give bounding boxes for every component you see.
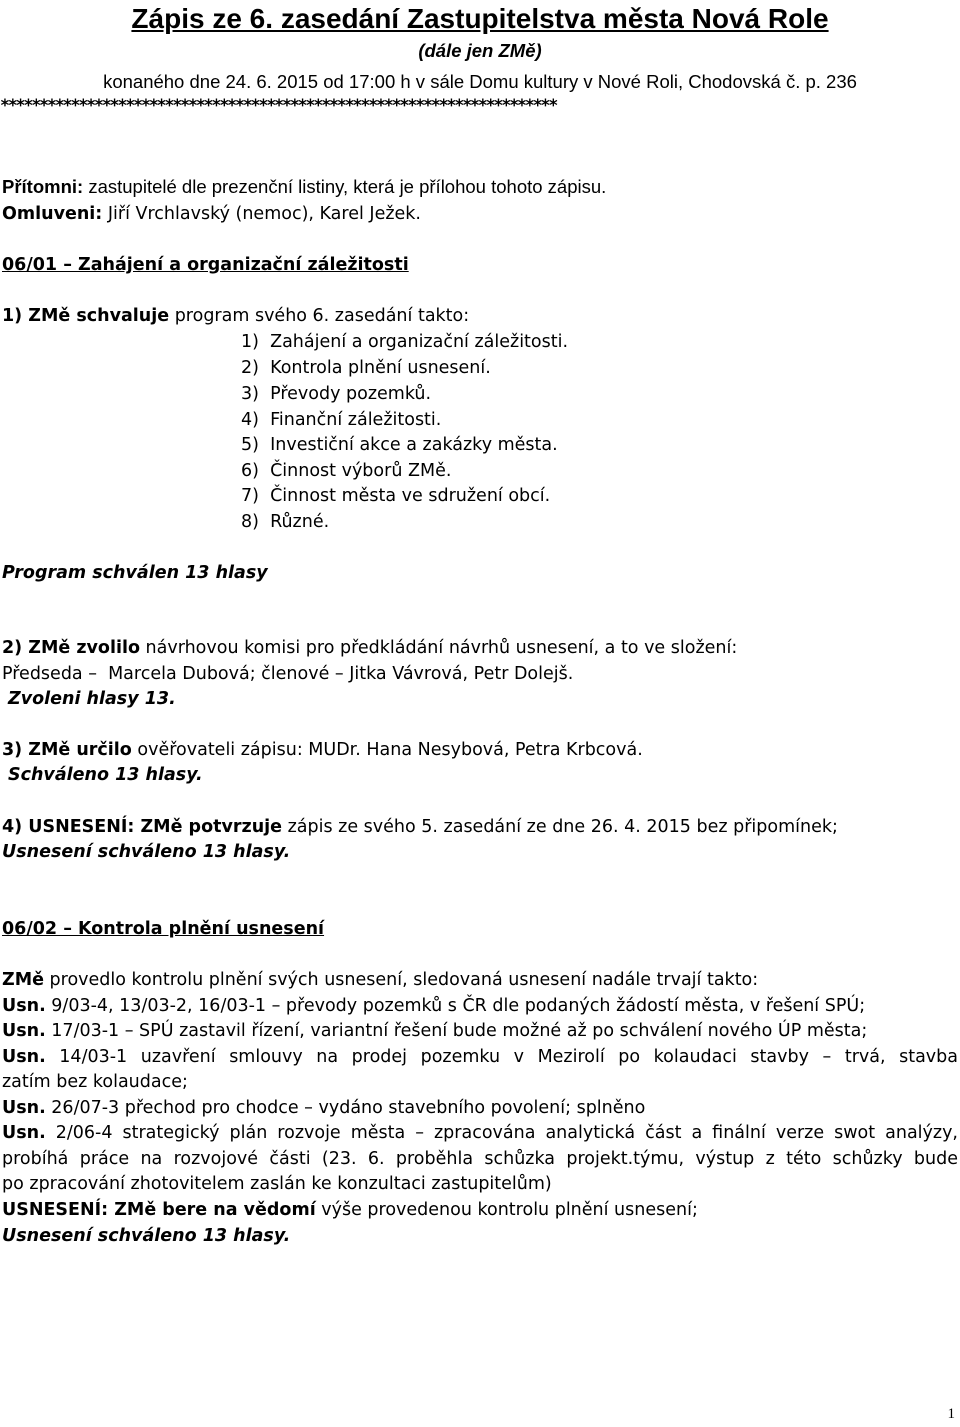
usn-label: Usn. [2,1021,46,1041]
usn-label: Usn. [2,1123,46,1143]
usn-text: 2/06-4 strategický plán rozvoje města – zpracována analytická část a finální verze swot analýzy, [45,1123,958,1143]
usn-label: Usn. [2,1047,46,1067]
item3-result: Schváleno 13 hlasy. [8,765,203,785]
item3-line [2,739,643,761]
usn-continuation: zatím bez kolaudace; [2,1072,188,1092]
usn-line [2,995,865,1017]
document-title: Zápis ze 6. zasedání Zastupitelstva města Nová Role [131,3,829,34]
item4-text: zápis ze svého 5. zasedání ze dne 26. 4. 2015 bez připomínek; [282,817,838,837]
section-heading-0602: 06/02 – Kontrola plnění usnesení [2,919,325,939]
meeting-info: konaného dne 24. 6. 2015 od 17:00 h v sále Domu kultury v Nové Roli, Chodovská č. p. 236 [103,71,857,92]
usn-line [2,1046,958,1068]
program-item: 4) Finanční záležitosti. [241,410,442,430]
item2-prefix: 2) ZMě zvolilo [2,638,140,658]
usn-line [2,1122,958,1144]
section-heading-0601: 06/01 – Zahájení a organizační záležitosti [2,255,409,275]
usn-text: 17/03-1 – SPÚ zastavil řízení, variantní řešení bude možné až po schválení nového ÚP města; [45,1021,868,1041]
document-subtitle: (dále jen ZMě) [418,40,542,61]
item1-line [2,305,469,327]
item3-text: ověřovateli zápisu: MUDr. Hana Nesybová, Petra Krbcová. [131,740,643,760]
usn-label: Usn. [2,1098,46,1118]
control-intro [2,969,758,991]
resolution-bold: USNESENÍ: ZMě bere na vědomí [2,1200,316,1220]
present-text: zastupitelé dle prezenční listiny, která je přílohou tohoto zápisu. [83,176,607,197]
resolution-result: Usnesení schváleno 13 hlasy. [2,1226,291,1246]
program-item: 1) Zahájení a organizační záležitosti. [241,332,569,352]
present-line [2,176,606,198]
usn-continuation: probíhá práce na rozvojové části (23. 6. proběhla schůzka projekt.týmu, výstup z této schůzky bude [2,1149,958,1169]
program-item: 3) Převody pozemků. [241,384,432,404]
present-label: Přítomni: [2,176,84,197]
usn-line [2,1020,867,1042]
control-resolution [2,1199,698,1221]
item2-members: Předseda – Marcela Dubová; členové – Jitka Vávrová, Petr Dolejš. [2,664,574,684]
program-item: 7) Činnost města ve sdružení obcí. [241,486,551,506]
item4-prefix: 4) USNESENÍ: ZMě potvrzuje [2,817,283,837]
item1-text: program svého 6. zasedání takto: [169,306,470,326]
program-item: 6) Činnost výborů ZMě. [241,461,452,481]
intro-text: provedlo kontrolu plnění svých usnesení, sledovaná usnesení nadále trvají takto: [43,970,759,990]
excused-line [2,203,421,225]
program-item: 2) Kontrola plnění usnesení. [241,358,491,378]
program-approved: Program schválen 13 hlasy [2,563,268,583]
usn-label: Usn. [2,996,46,1016]
usn-text: 26/07-3 přechod pro chodce – vydáno stavebního povolení; splněno [45,1098,646,1118]
item1-prefix: 1) ZMě schvaluje [2,306,170,326]
usn-text: 14/03-1 uzavření smlouvy na prodej pozemku v Mezirolí po kolaudaci stavby – trvá, stavba [45,1047,958,1067]
program-item: 5) Investiční akce a zakázky města. [241,435,558,455]
usn-line [2,1097,645,1119]
excused-text: Jiří Vrchlavský (nemoc), Karel Ježek. [102,204,421,224]
usn-continuation: po zpracování zhotovitelem zaslán ke konzultaci zastupitelům) [2,1174,552,1194]
item2-result: Zvoleni hlasy 13. [8,689,176,709]
item4-result: Usnesení schváleno 13 hlasy. [2,842,291,862]
page-number: 1 [947,1406,955,1422]
excused-label: Omluveni: [2,204,103,224]
usn-text: 9/03-4, 13/03-2, 16/03-1 – převody pozemků s ČR dle podaných žádostí města, v řešení SPÚ; [45,996,866,1016]
item2-text: návrhovou komisi pro předkládání návrhů usnesení, a to ve složení: [139,638,738,658]
intro-bold: ZMě [2,970,44,990]
item4-line [2,816,838,838]
resolution-text: výše provedenou kontrolu plnění usnesení; [315,1200,698,1220]
item2-line [2,637,737,659]
separator-line: *********************************************************************** [0,96,557,115]
program-item: 8) Různé. [241,512,330,532]
item3-prefix: 3) ZMě určilo [2,740,132,760]
